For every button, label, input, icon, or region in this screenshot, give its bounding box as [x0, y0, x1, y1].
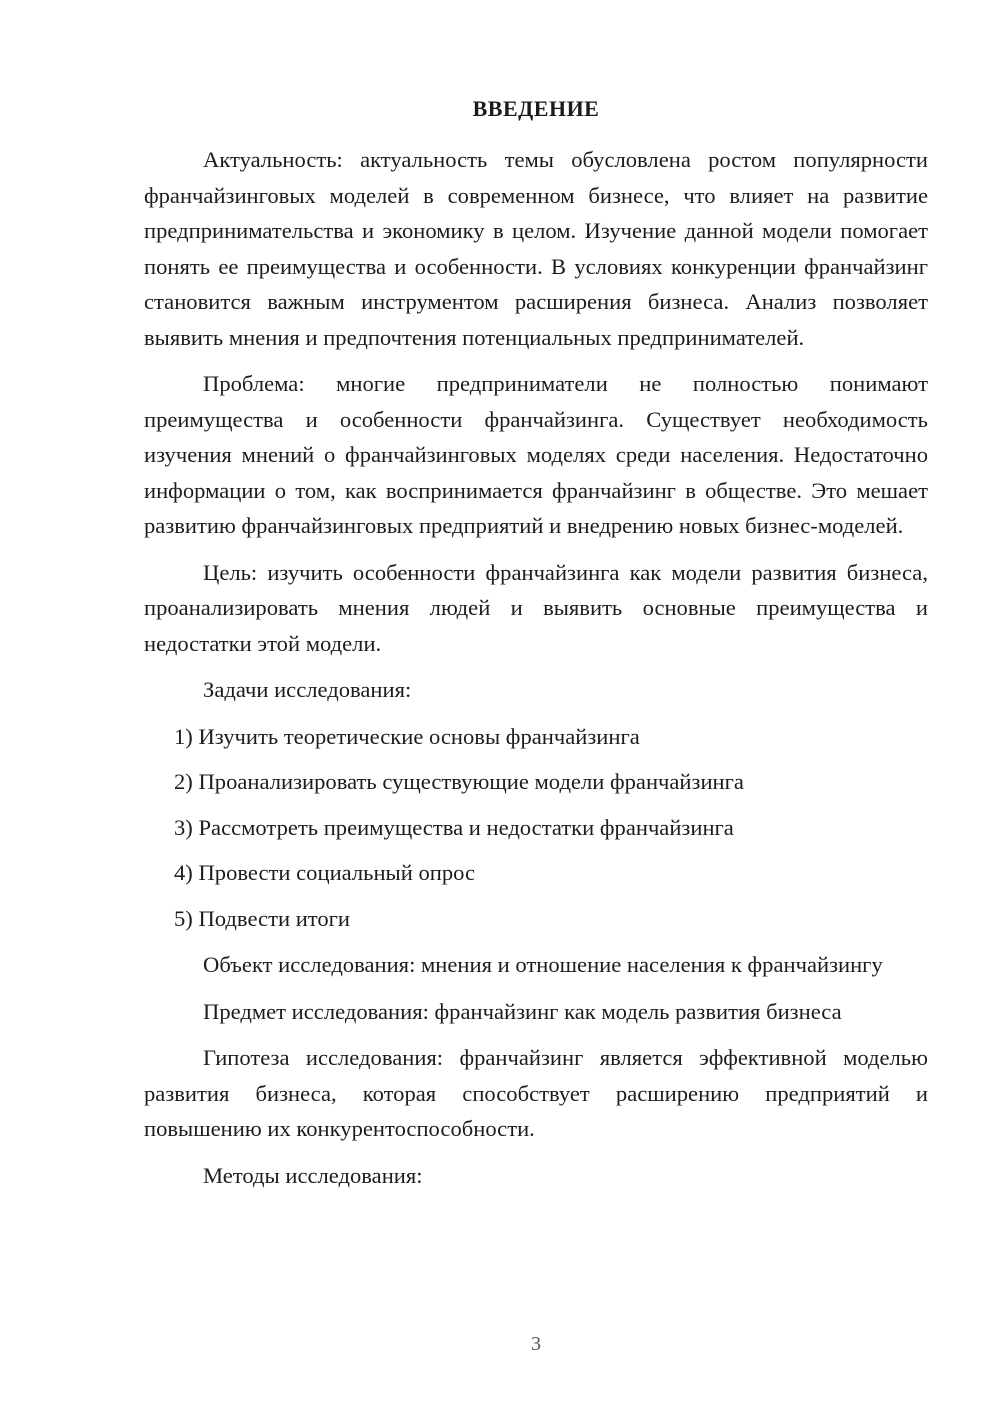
- list-item: 3) Рассмотреть преимущества и недостатки франчайзинга: [174, 814, 734, 840]
- list-item: 5) Подвести итоги: [174, 905, 351, 931]
- list-item: 4) Провести социальный опрос: [174, 860, 476, 885]
- page-title: ВВЕДЕНИЕ: [472, 96, 600, 121]
- tasks-heading: Задачи исследования:: [203, 677, 412, 702]
- page-number: 3: [531, 1333, 541, 1355]
- paragraph-hypothesis: Гипотеза исследования: франчайзинг является эффективной моделью развития бизнеса, которая способствует расширению предприятий и повышению их конкурентоспособности.: [144, 1045, 928, 1141]
- document-body: [144, 142, 928, 1204]
- document-page: [144, 0, 928, 1414]
- paragraph-relevance: Актуальность: актуальность темы обусловлена ростом популярности франчайзинговых моделей в современном бизнесе, что влияет на развитие предпринимательства и экономику в целом. Изучение данной модели помогает понять ее преимущества и особенности. В условиях конкуренции франчайзинг становится важным инструментом расширения бизнеса. Анализ позволяет выявить мнения и предпочтения потенциальных предпринимателей.: [144, 147, 928, 350]
- paragraph-subject: Предмет исследования: франчайзинг как модель развития бизнеса: [203, 998, 842, 1024]
- paragraph-methods: Методы исследования:: [203, 1162, 423, 1188]
- tasks-list: [144, 719, 928, 937]
- list-item: 1) Изучить теоретические основы франчайзинга: [174, 723, 640, 749]
- paragraph-object: Объект исследования: мнения и отношение населения к франчайзингу: [203, 952, 883, 977]
- list-item: 2) Проанализировать существующие модели франчайзинга: [174, 769, 744, 794]
- paragraph-goal: Цель: изучить особенности франчайзинга как модели развития бизнеса, проанализировать мнения людей и выявить основные преимущества и недостатки этой модели.: [144, 559, 928, 656]
- paragraph-problem: Проблема: многие предприниматели не полностью понимают преимущества и особенности франчайзинга. Существует необходимость изучения мнений о франчайзинговых моделях среди населения. Недостаточно информации о том, как воспринимается франчайзинг в обществе. Это мешает развитию франчайзинговых предприятий и внедрению новых бизнес-моделей.: [144, 371, 928, 538]
